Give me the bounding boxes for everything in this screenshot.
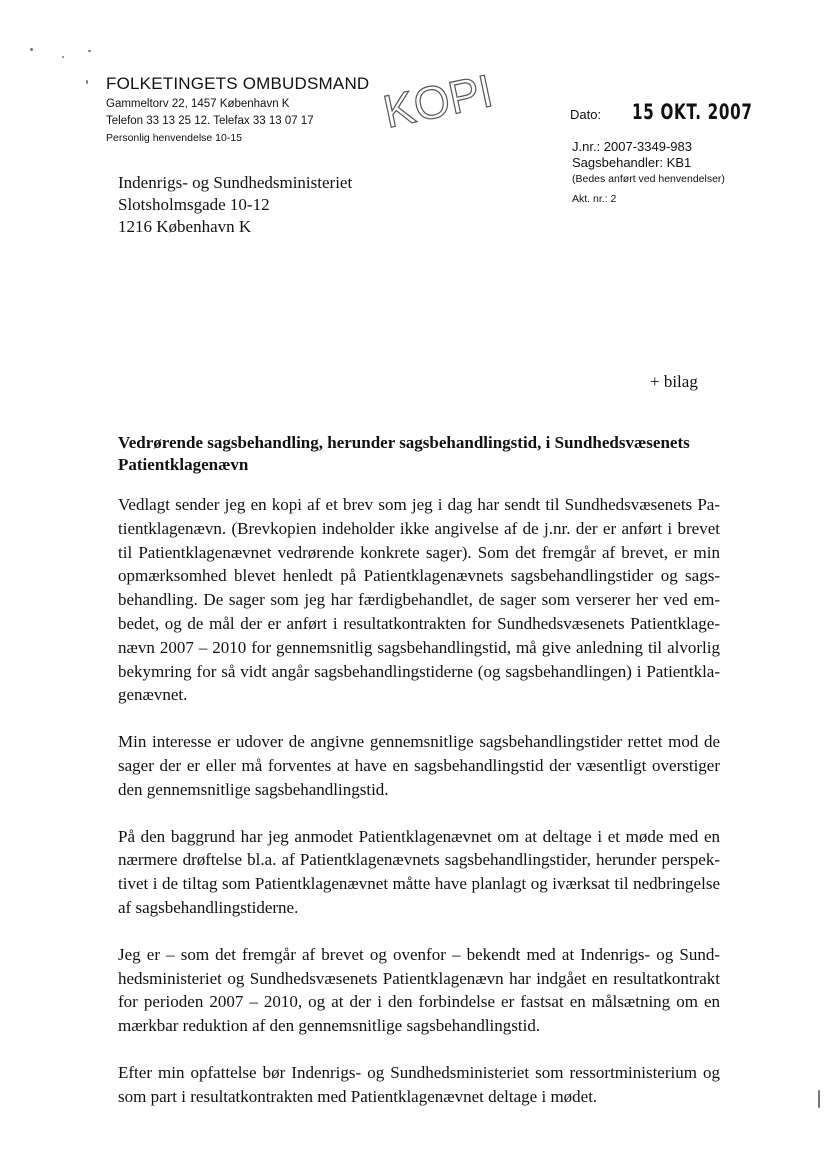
paragraph-line: behandling. De sager som jeg har færdigbehandlet, de sager som verserer her ved em- — [118, 590, 720, 610]
reference-note: (Bedes anført ved henvendelser) — [572, 173, 725, 185]
body-paragraph — [118, 1061, 720, 1109]
paragraph-line: tivet i de tiltag som Patientklagenævnet måtte have planlagt og iværksat til nedbringelse — [118, 874, 720, 894]
letterhead-address: Gammeltorv 22, 1457 København K — [106, 98, 290, 110]
letterhead-hours: Personlig henvendelse 10-15 — [106, 132, 243, 144]
body-paragraph — [118, 493, 720, 707]
kopi-stamp-text: KOPI — [378, 64, 495, 138]
paragraph-line: som part i resultatkontrakten med Patientklagenævnet deltage i mødet. — [118, 1086, 598, 1106]
paragraph-line: Efter min opfattelse bør Indenrigs- og Sundhedsministeriet som ressortministerium og — [118, 1062, 720, 1082]
recipient-address — [118, 172, 352, 238]
paragraph-line: nævn 2007 – 2010 for gennemsnitlig sagsbehandlingstid, må give anledning til alvorlig — [118, 637, 720, 657]
scan-speck — [86, 80, 88, 84]
paragraph-line: nærmere drøftelse bl.a. af Patientklagenævnets sagsbehandlingstider, herunder perspek- — [118, 850, 720, 870]
kopi-stamp — [376, 62, 495, 138]
letterhead-contact — [106, 96, 314, 147]
paragraph-line: mærkbar reduktion af den gennemsnitlige sagsbehandlingstid. — [118, 1016, 541, 1036]
paragraph-line: bedet, og de mål der er anført i resultatkontrakten for Sundhedsvæsenets Patientklage- — [118, 613, 720, 633]
recipient-street: Slotsholmsgade 10-12 — [118, 195, 270, 214]
case-meta — [572, 139, 725, 207]
paragraph-line: hedsministeriet og Sundhedsvæsenets Patientklagenævn har indgået en resultatkontrakt — [118, 968, 720, 988]
paragraph-line: Jeg er – som det fremgår af brevet og ovenfor – bekendt med at Indenrigs- og Sund- — [118, 944, 720, 964]
paragraph-line: af sagsbehandlingstiderne. — [118, 897, 299, 917]
body-paragraph — [118, 730, 720, 801]
paragraph-line: Min interesse er udover de angivne gennemsnitlige sagsbehandlingstider rettet mod de — [118, 732, 720, 752]
paragraph-line: Vedlagt sender jeg en kopi af et brev som jeg i dag har sendt til Sundhedsvæsenets Pa- — [118, 495, 720, 514]
paragraph-line: bekymring for så vidt angår sagsbehandlingstiderne (og sagsbehandlingen) i Patientkla- — [118, 661, 720, 681]
paragraph-line: den gennemsnitlige sagsbehandlingstid. — [118, 779, 389, 799]
date-stamp: 15 OKT. 2007 — [632, 100, 753, 124]
recipient-name: Indenrigs- og Sundhedsministeriet — [118, 173, 353, 192]
attachment-note: + bilag — [650, 372, 698, 391]
recipient-city: 1216 København K — [118, 217, 252, 236]
paragraph-line: for perioden 2007 – 2010, og at der i den forbindelse er fastsat en målsætning om en — [118, 992, 720, 1012]
letterhead-phone: Telefon 33 13 25 12. Telefax 33 13 07 17 — [106, 115, 314, 127]
scan-speck — [818, 1090, 820, 1108]
scan-speck — [88, 50, 91, 52]
subject-heading: Vedrørende sagsbehandling, herunder sagsbehandlingstid, i Sundhedsvæsenets Patientklagenævn — [118, 433, 690, 474]
document-number: Akt. nr.: 2 — [572, 193, 617, 205]
body-paragraph — [118, 943, 720, 1038]
paragraph-line: På den baggrund har jeg anmodet Patientklagenævnet om at deltage i et møde med en — [118, 826, 720, 846]
caseworker: Sagsbehandler: KB1 — [572, 155, 692, 170]
organization-name: FOLKETINGETS OMBUDSMAND — [106, 74, 370, 93]
date-label: Dato: — [570, 107, 602, 122]
paragraph-line: sager der er eller må forventes at have en sagsbehandlingstid der væsentligt overstiger — [118, 755, 720, 775]
paragraph-line: opmærksomhed blevet henledt på Patientklagenævnets sagsbehandlingstider og sags- — [118, 566, 720, 586]
body-paragraph — [118, 825, 720, 920]
journal-number: J.nr.: 2007-3349-983 — [572, 139, 692, 154]
scan-speck — [30, 48, 33, 51]
paragraph-line: til Patientklagenævnet vedrørende konkrete sager). Som det fremgår af brevet, er min — [118, 542, 720, 562]
scan-speck — [62, 56, 64, 58]
letter-body — [118, 493, 720, 1132]
paragraph-line: tientklagenævn. (Brevkopien indeholder ikke angivelse af de j.nr. der er anført i brevet — [118, 518, 720, 538]
paragraph-line: genævnet. — [118, 685, 188, 705]
